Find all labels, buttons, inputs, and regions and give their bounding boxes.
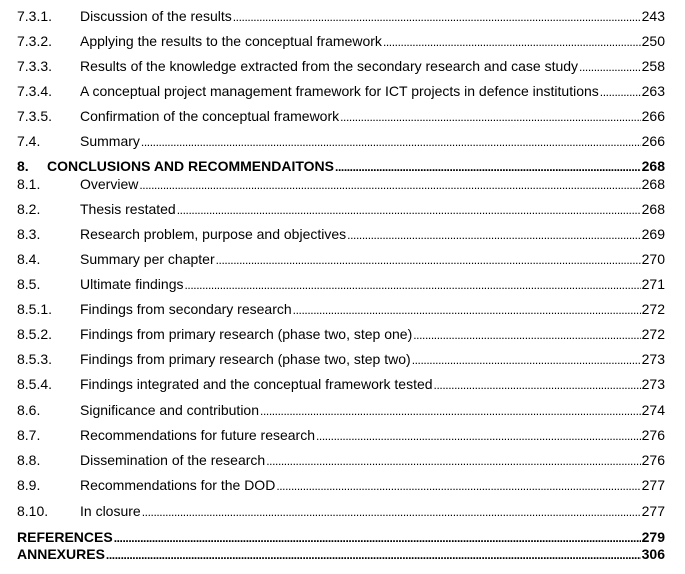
toc-entry-number: 8.5. (17, 276, 41, 292)
toc-entry-page: 243 (641, 8, 665, 24)
toc-entry-line (80, 425, 665, 446)
toc-entry-line (80, 249, 665, 270)
toc-entry-page: 268 (641, 158, 665, 174)
toc-entry-page: 277 (641, 503, 665, 519)
toc-entry[interactable] (0, 106, 685, 126)
dot-leader (434, 375, 641, 395)
toc-entry-page: 270 (641, 251, 665, 267)
toc-entry[interactable] (0, 156, 685, 176)
toc-entry-number: 8.8. (17, 452, 41, 468)
toc-entry-page: 258 (641, 58, 665, 74)
dot-leader (600, 82, 641, 102)
toc-entry-line (80, 81, 665, 102)
toc-entry-title: Overview (80, 176, 139, 192)
toc-entry-number: 8.2. (17, 201, 41, 217)
toc-entry-title: Recommendations for future research (80, 427, 315, 443)
dot-leader (579, 57, 641, 77)
toc-entry-number: 8.5.4. (17, 376, 53, 392)
toc-entry-line (80, 349, 665, 370)
toc-entry-title: Dissemination of the research (80, 452, 266, 468)
toc-entry-line (80, 374, 665, 395)
dot-leader (142, 502, 641, 522)
toc-entry[interactable] (0, 400, 685, 420)
toc-entry-number: 8.5.1. (17, 301, 53, 317)
toc-entry[interactable] (0, 475, 685, 495)
toc-entry-title: Thesis restated (80, 201, 176, 217)
toc-entry-page: 272 (641, 301, 665, 317)
toc-entry-line (80, 56, 665, 77)
toc-entry-number: 8.6. (17, 402, 41, 418)
toc-entry-number: 8.7. (17, 427, 41, 443)
dot-leader (316, 426, 641, 446)
toc-entry[interactable] (0, 374, 685, 394)
dot-leader (141, 132, 641, 152)
toc-entry-title: Findings from primary research (phase two, step one) (80, 326, 413, 342)
toc-entry-page: 266 (641, 133, 665, 149)
toc-entry-line (80, 131, 665, 152)
toc-entry-line (17, 544, 665, 565)
toc-entry-page: 273 (641, 351, 665, 367)
toc-entry-title: REFERENCES (17, 529, 113, 545)
toc-entry-number: 8.1. (17, 176, 41, 192)
toc-entry-line (80, 299, 665, 320)
toc-entry[interactable] (0, 31, 685, 51)
dot-leader (413, 325, 640, 345)
toc-entry-page: 276 (641, 427, 665, 443)
toc-entry-page: 266 (641, 108, 665, 124)
dot-leader (276, 476, 640, 496)
toc-entry-title: In closure (80, 503, 141, 519)
toc-entry-number: 7.4. (17, 133, 41, 149)
toc-entry-page: 271 (641, 276, 665, 292)
toc-entry-line (80, 106, 665, 127)
toc-entry-title: Findings from primary research (phase two, step two) (80, 351, 411, 367)
toc-entry-title: Research problem, purpose and objectives (80, 226, 347, 242)
toc-entry[interactable] (0, 224, 685, 244)
toc-entry-title: Summary per chapter (80, 251, 215, 267)
toc-entry-title: A conceptual project management framework for ICT projects in defence institutions (80, 83, 599, 99)
toc-entry-page: 276 (641, 452, 665, 468)
dot-leader (177, 200, 641, 220)
toc-entry-number: 8.4. (17, 251, 41, 267)
toc-entry-title: CONCLUSIONS AND RECOMMENDAITONS (47, 158, 335, 174)
dot-leader (260, 401, 641, 421)
toc-entry-page: 279 (641, 529, 665, 545)
toc-entry-number: 8.5.3. (17, 351, 53, 367)
toc-entry-page: 269 (641, 226, 665, 242)
dot-leader (266, 451, 640, 471)
dot-leader (340, 107, 641, 127)
toc-entry[interactable] (0, 425, 685, 445)
toc-entry-page: 272 (641, 326, 665, 342)
toc-entry-line (80, 199, 665, 220)
dot-leader (347, 225, 640, 245)
toc-entry-number: 8.5.2. (17, 326, 53, 342)
toc-entry[interactable] (0, 299, 685, 319)
toc-entry-line (80, 450, 665, 471)
toc-entry[interactable] (0, 324, 685, 344)
toc-entry-line (80, 324, 665, 345)
toc-entry-number: 8.3. (17, 226, 41, 242)
dot-leader (106, 545, 641, 565)
toc-entry-title: Applying the results to the conceptual framework (80, 33, 382, 49)
toc-entry-page: 250 (641, 33, 665, 49)
toc-entry-title: Discussion of the results (80, 8, 232, 24)
toc-entry-number: 8.10. (17, 503, 49, 519)
dot-leader (233, 7, 641, 27)
dot-leader (412, 350, 641, 370)
toc-entry-page: 277 (641, 477, 665, 493)
toc-entry[interactable] (0, 274, 685, 294)
toc-entry[interactable] (0, 174, 685, 194)
toc-entry-title: Ultimate findings (80, 276, 184, 292)
toc-entry-line (80, 274, 665, 295)
toc-entry[interactable] (0, 199, 685, 219)
toc-entry[interactable] (0, 450, 685, 470)
dot-leader (139, 175, 640, 195)
toc-entry-line (80, 475, 665, 496)
dot-leader (216, 250, 641, 270)
toc-entry-title: Findings from secondary research (80, 301, 292, 317)
toc-entry-line (80, 31, 665, 52)
toc-entry-number: 7.3.3. (17, 58, 53, 74)
toc-entry[interactable] (0, 544, 685, 564)
toc-entry-number: 7.3.2. (17, 33, 53, 49)
toc-entry-title: Recommendations for the DOD (80, 477, 276, 493)
toc-entry-page: 268 (641, 176, 665, 192)
toc-entry-page: 273 (641, 376, 665, 392)
toc-entry-page: 306 (641, 546, 665, 562)
toc-entry[interactable] (0, 131, 685, 151)
toc-entry-number: 7.3.1. (17, 8, 53, 24)
toc-entry-line (80, 174, 665, 195)
toc-entry-line (80, 501, 665, 522)
toc-entry-line (80, 400, 665, 421)
toc-entry-number: 7.3.4. (17, 83, 53, 99)
toc-entry-title: Results of the knowledge extracted from the secondary research and case study (80, 58, 579, 74)
toc-entry-page: 274 (641, 402, 665, 418)
toc-entry[interactable] (0, 349, 685, 369)
toc-entry-page: 263 (641, 83, 665, 99)
toc-entry-line (80, 6, 665, 27)
toc-entry-title: ANNEXURES (17, 546, 105, 562)
toc-entry-number: 8. (17, 158, 29, 174)
toc-entry[interactable] (0, 56, 685, 76)
toc-entry[interactable] (0, 81, 685, 101)
toc-entry[interactable] (0, 501, 685, 521)
toc-entry-title: Summary (80, 133, 140, 149)
dot-leader (293, 300, 641, 320)
dot-leader (383, 32, 641, 52)
toc-entry-title: Significance and contribution (80, 402, 260, 418)
toc-entry-number: 8.9. (17, 477, 41, 493)
toc-entry[interactable] (0, 6, 685, 26)
toc-entry-title: Confirmation of the conceptual framework (80, 108, 340, 124)
dot-leader (185, 275, 641, 295)
toc-entry-number: 7.3.5. (17, 108, 53, 124)
toc-entry-line (80, 224, 665, 245)
toc-entry[interactable] (0, 249, 685, 269)
toc-entry-title: Findings integrated and the conceptual framework tested (80, 376, 433, 392)
toc-entry-page: 268 (641, 201, 665, 217)
